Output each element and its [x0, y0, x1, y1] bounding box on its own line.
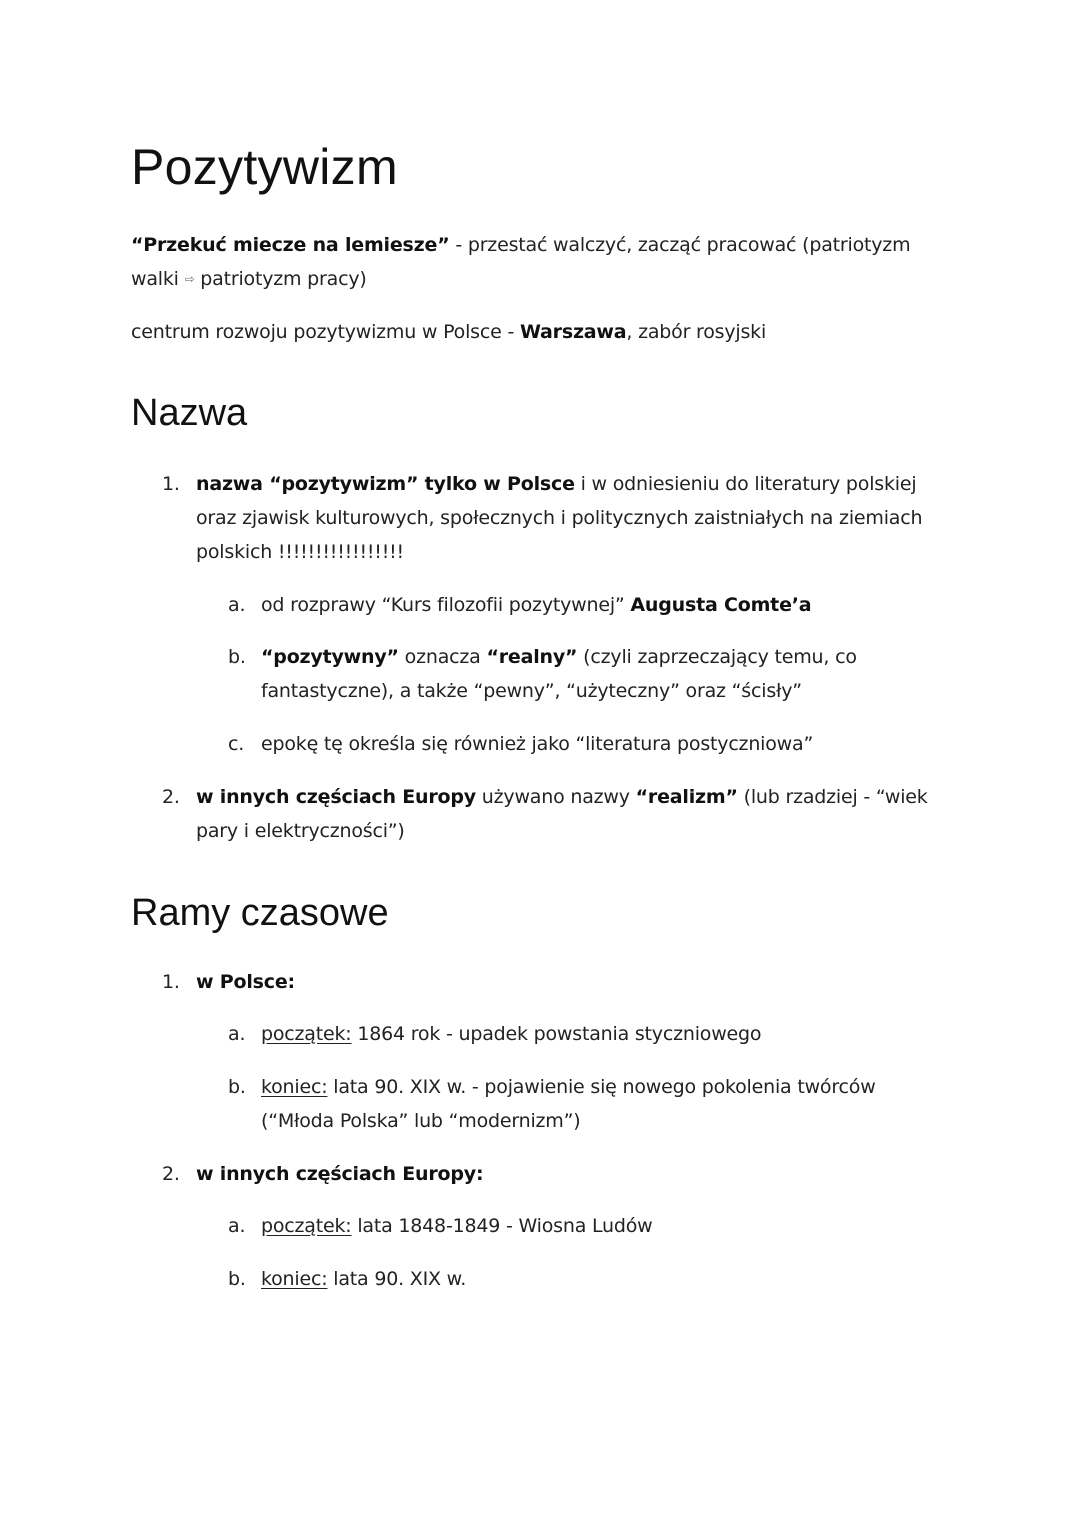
list-subitem-text — [261, 640, 951, 708]
list-subitem-text — [261, 588, 951, 622]
list-subitem-text — [261, 1262, 951, 1296]
center-city: Warszawa — [519, 321, 627, 343]
list-marker: b. — [228, 1268, 246, 1290]
item-text: od rozprawy “Kurs filozofii pozytywnej” — [261, 594, 631, 616]
list-marker: b. — [228, 1076, 246, 1098]
bold-phrase: w innych częściach Europy: — [196, 1163, 484, 1185]
bold-phrase: w Polsce: — [196, 971, 295, 993]
motto-quote: “Przekuć miecze na lemiesze” — [131, 234, 450, 256]
list-item-text — [196, 965, 946, 999]
motto-text: - przestać walczyć, zacząć pracować (patriotyzm walki — [131, 234, 911, 290]
item-text: (lub rzadziej - “wiek pary i elektryczności”) — [196, 786, 928, 842]
bold-phrase: “realny” — [486, 646, 578, 668]
list-marker: 1. — [162, 473, 180, 495]
list-marker: 2. — [162, 1163, 180, 1185]
underlined-label: koniec: — [261, 1076, 328, 1098]
bold-phrase: “realizm” — [635, 786, 738, 808]
list-marker: 1. — [162, 971, 180, 993]
arrow-right-icon: ⇨ — [184, 272, 195, 286]
list-subitem-text: epokę tę określa się również jako “literatura postyczniowa” — [261, 733, 814, 755]
page-title: Pozytywizm — [131, 139, 398, 195]
center-prefix: centrum rozwoju pozytywizmu w Polsce - — [131, 321, 520, 343]
intro-center-paragraph — [131, 315, 951, 349]
list-subitem-text — [261, 1017, 951, 1051]
list-subitem-text — [261, 1209, 951, 1243]
underlined-label: koniec: — [261, 1268, 328, 1290]
bold-phrase: “pozytywny” — [261, 646, 399, 668]
list-marker: a. — [228, 594, 246, 616]
item-text: i w odniesieniu do literatury polskiej oraz zjawisk kulturowych, społecznych i politycznych zaistniałych na ziemiach polskich !!!!!!!!!!!!!!!!! — [196, 473, 923, 563]
bold-phrase: nazwa “pozytywizm” tylko w Polsce — [196, 473, 575, 495]
underlined-label: początek: — [261, 1215, 352, 1237]
intro-motto-paragraph — [131, 228, 951, 296]
bold-phrase: w innych częściach Europy — [196, 786, 476, 808]
list-marker: a. — [228, 1215, 246, 1237]
item-text: używano nazwy — [475, 786, 636, 808]
motto-text-end: patriotyzm pracy) — [194, 268, 367, 290]
list-marker: a. — [228, 1023, 246, 1045]
item-text: oznacza — [398, 646, 487, 668]
center-suffix: , zabór rosyjski — [626, 321, 767, 343]
item-text: 1864 rok - upadek powstania styczniowego — [351, 1023, 762, 1045]
item-text: lata 1848-1849 - Wiosna Ludów — [351, 1215, 653, 1237]
section-heading-ramy-czasowe: Ramy czasowe — [131, 892, 389, 934]
item-text: lata 90. XIX w. — [327, 1268, 467, 1290]
item-text: lata 90. XIX w. - pojawienie się nowego pokolenia twórców (“Młoda Polska” lub “modernizm”) — [261, 1076, 876, 1132]
underlined-label: początek: — [261, 1023, 352, 1045]
list-item-text — [196, 467, 946, 569]
list-marker: c. — [228, 733, 245, 755]
section-heading-nazwa: Nazwa — [131, 392, 248, 434]
list-marker: 2. — [162, 786, 180, 808]
list-item-text — [196, 1157, 946, 1191]
item-text: (czyli zaprzeczający temu, co fantastyczne), a także “pewny”, “użyteczny” oraz “ścisły” — [261, 646, 857, 702]
list-subitem-text — [261, 1070, 951, 1138]
bold-phrase: Augusta Comte’a — [630, 594, 812, 616]
list-marker: b. — [228, 646, 246, 668]
list-item-text — [196, 780, 946, 848]
